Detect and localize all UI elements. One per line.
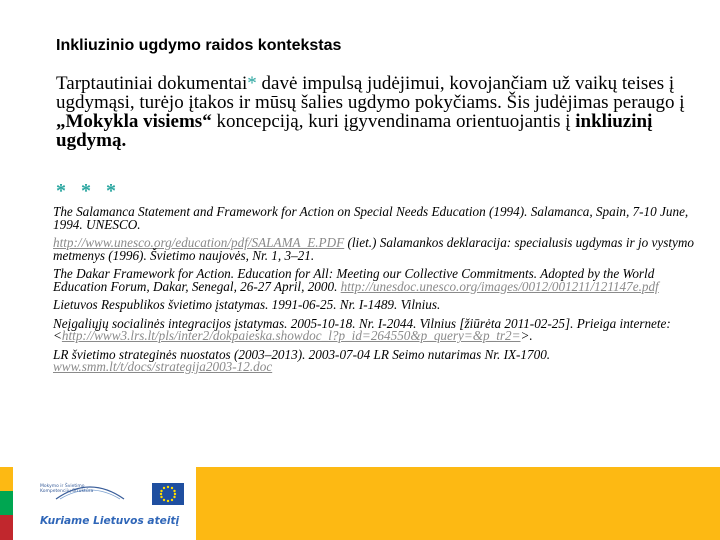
flag-stripe-green [0, 491, 13, 515]
org-line: Mokymo ir Švietimo [40, 484, 85, 489]
reference-item [53, 346, 703, 374]
slide-title: Inkliuzinio ugdymo raidos kontekstas [56, 37, 342, 54]
eu-flag-icon [152, 483, 184, 505]
reference-text: LR švietimo strateginės nuostatos (2003–2013). 2003-07-04 LR Seimo nutarimas Nr. IX-1700. [53, 346, 551, 362]
reference-link[interactable]: http://www3.lrs.lt/pls/inter2/dokpaieska.showdoc_l?p_id=264550&p_query=&p_tr2= [61, 328, 521, 343]
reference-item [53, 206, 703, 231]
intro-text: Tarptautiniai dokumentai [56, 73, 248, 94]
reference-link[interactable]: http://www.unesco.org/education/pdf/SALAMA_E.PDF [53, 235, 345, 250]
reference-item [53, 268, 703, 293]
reference-item [53, 237, 703, 262]
slogan-text: Kuriame Lietuvos ateitį [40, 515, 180, 527]
footer-yellow-bar [196, 467, 720, 540]
intro-text: davė impulsą judėjimui, kovojančiam už vaikų teises į ugdymąsi, turėjo įtakos ir mūsų šalies ugdymo pokyčiams. Šis judėjimas peraugo į [56, 73, 685, 113]
separator-stars: * * * [56, 180, 121, 202]
intro-bold-concept: „Mokykla visiems“ [56, 111, 212, 132]
reference-text: >. [520, 328, 533, 343]
intro-bold-inclusive: inkliuzinį ugdymą [56, 111, 653, 151]
reference-link[interactable]: http://unesdoc.unesco.org/images/0012/001211/121147e.pdf [340, 278, 659, 294]
reference-text: (liet.) Salamankos deklaracija: specialusis ugdymas ir jo vystymo metmenys (1996). Švietimo naujovės, Nr. 1, 3–21. [53, 235, 694, 263]
intro-paragraph [56, 74, 696, 150]
flag-stripe-red [0, 515, 13, 540]
org-line: Kompetencijų Struktūra [40, 489, 94, 494]
footer-banner [0, 467, 720, 540]
reference-text: Lietuvos Respublikos švietimo įstatymas. 1991-06-25. Nr. I-1489. Vilnius. [53, 297, 441, 312]
reference-text: Neįgaliųjų socialinės integracijos įstatymas. 2005-10-18. Nr. I-2044. Vilnius [žiūrėta 2011-02-25]. Prieiga internete: < [53, 315, 671, 343]
reference-item [53, 315, 703, 343]
sponsor-logos [40, 477, 188, 529]
flag-stripe-yellow [0, 467, 13, 491]
org-logo-text [40, 484, 93, 494]
footnote-asterisk: * [247, 73, 257, 94]
reference-text: The Salamanca Statement and Framework for Action on Special Needs Education (1994). Salamanca, Spain, 7-10 June, 1994. UNESCO. [53, 204, 689, 232]
reference-link[interactable]: www.smm.lt/t/docs/strategija2003-12.doc [53, 359, 273, 374]
intro-text: koncepciją, kuri įgyvendinama orientuojantis į [211, 111, 576, 132]
logo-box [13, 467, 196, 540]
reference-text: The Dakar Framework for Action. Education for All: Meeting our Collective Commitments. Adopted by the World Education Forum, Dakar, Senegal, 26-27 April, 2000. [53, 266, 655, 294]
intro-end: . [121, 130, 127, 151]
reference-item [53, 299, 703, 312]
references-list [53, 206, 703, 380]
